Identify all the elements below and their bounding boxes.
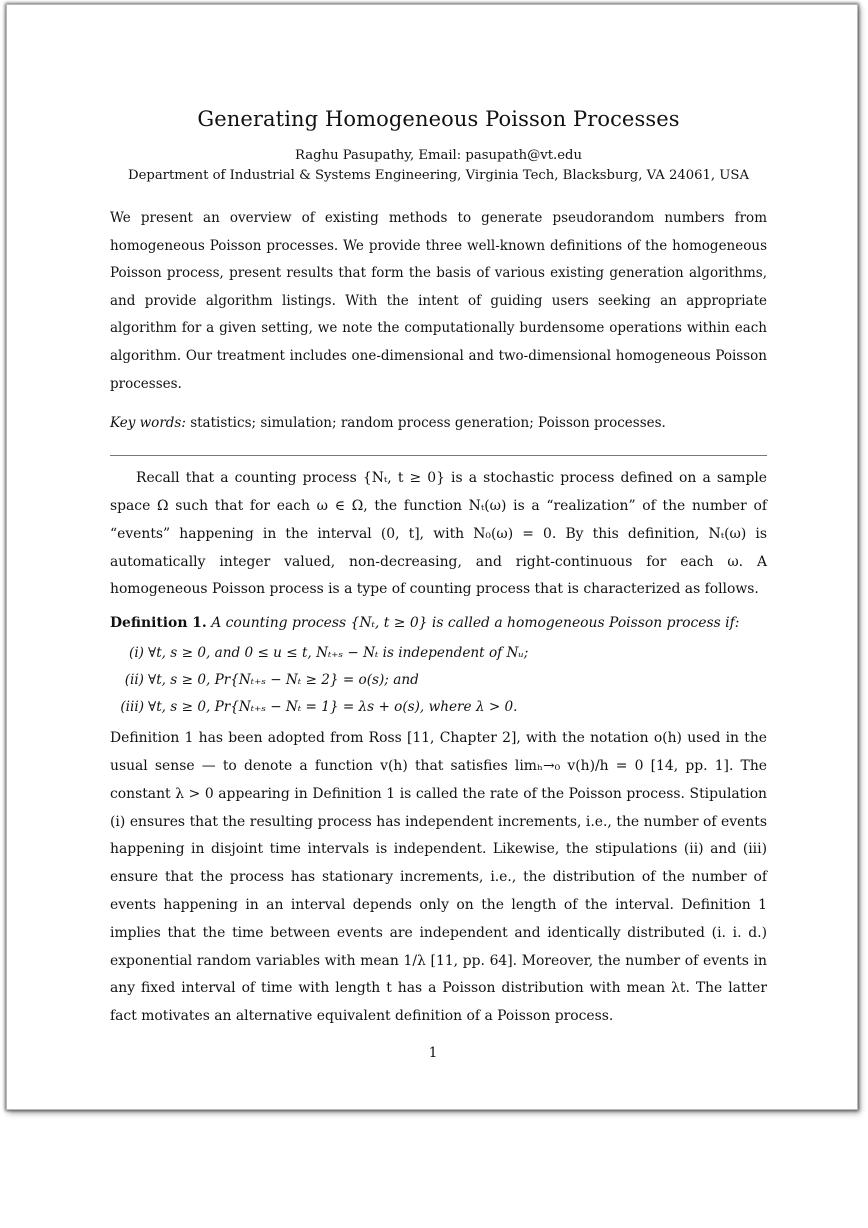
body-text xyxy=(110,465,767,1031)
definition-item xyxy=(110,640,767,667)
item-text: ∀t, s ≥ 0, and 0 ≤ u ≤ t, Nₜ₊ₛ − Nₜ is independent of Nᵤ; xyxy=(148,645,529,662)
item-number: (ii) xyxy=(124,672,144,689)
item-text: ∀t, s ≥ 0, Pr{Nₜ₊ₛ − Nₜ = 1} = λs + o(s), where λ > 0. xyxy=(148,699,518,716)
paragraph-definition-discussion: Definition 1 has been adopted from Ross [11, Chapter 2], with the notation o(h) used in the usual sense — to denote a function v(h) that satisfies limₕ→₀ v(h)/h = 0 [14, pp. 1]. The constant λ > 0 appearing in Definition 1 is called the rate of the Poisson process. Stipulation (i) ensures that the resulting process has independent increments, i.e., the number of events happening in disjoint time intervals is independent. Likewise, the stipulations (ii) and (iii) ensure that the process has stationary increments, i.e., the distribution of the number of events happening in an interval depends only on the length of the interval. Definition 1 implies that the time between events are independent and identically distributed (i. i. d.) exponential random variables with mean 1/λ [11, pp. 64]. Moreover, the number of events in any fixed interval of time with length t has a Poisson distribution with mean λt. The latter fact motivates an alternative equivalent definition of a Poisson process. xyxy=(110,730,767,1025)
keywords xyxy=(110,410,767,436)
keywords-text: statistics; simulation; random process generation; Poisson processes. xyxy=(190,415,666,432)
author-block xyxy=(110,146,767,186)
page-number: 1 xyxy=(428,1045,438,1061)
definition-item xyxy=(110,694,767,721)
keywords-label: Key words: xyxy=(110,415,186,432)
abstract xyxy=(110,205,767,398)
author-affiliation: Department of Industrial & Systems Engineering, Virginia Tech, Blacksburg, VA 24061, USA xyxy=(128,168,749,183)
definition-item xyxy=(110,667,767,694)
author-name-email: Raghu Pasupathy, Email: pasupath@vt.edu xyxy=(295,148,582,163)
item-number: (i) xyxy=(129,645,144,662)
section-divider xyxy=(110,455,767,456)
paragraph-counting-process: Recall that a counting process {Nₜ, t ≥ 0} is a stochastic process defined on a sample space Ω such that for each ω ∈ Ω, the function Nₜ(ω) is a “realization” of the number of “events” happening in the interval (0, t], with N₀(ω) = 0. By this definition, Nₜ(ω) is automatically integer valued, non-decreasing, and right-continuous for each ω. A homogeneous Poisson process is a type of counting process that is characterized as follows. xyxy=(110,470,767,598)
paper-page xyxy=(6,4,858,1110)
definition-text: A counting process {Nₜ, t ≥ 0} is called a homogeneous Poisson process if: xyxy=(211,615,740,632)
paper-title: Generating Homogeneous Poisson Processes xyxy=(197,107,680,131)
definition-1 xyxy=(110,610,767,637)
definition-label: Definition 1. xyxy=(110,615,207,632)
item-text: ∀t, s ≥ 0, Pr{Nₜ₊ₛ − Nₜ ≥ 2} = o(s); and xyxy=(148,672,419,689)
definition-items xyxy=(110,640,767,721)
page-content xyxy=(110,107,767,1031)
abstract-text: We present an overview of existing methods to generate pseudorandom numbers from homogeneous Poisson processes. We provide three well-known definitions of the homogeneous Poisson process, present results that form the basis of various existing generation algorithms, and provide algorithm listings. With the intent of guiding users seeking an appropriate algorithm for a given setting, we note the computationally burdensome operations within each algorithm. Our treatment includes one-dimensional and two-dimensional homogeneous Poisson processes. xyxy=(110,210,767,392)
item-number: (iii) xyxy=(120,699,144,716)
